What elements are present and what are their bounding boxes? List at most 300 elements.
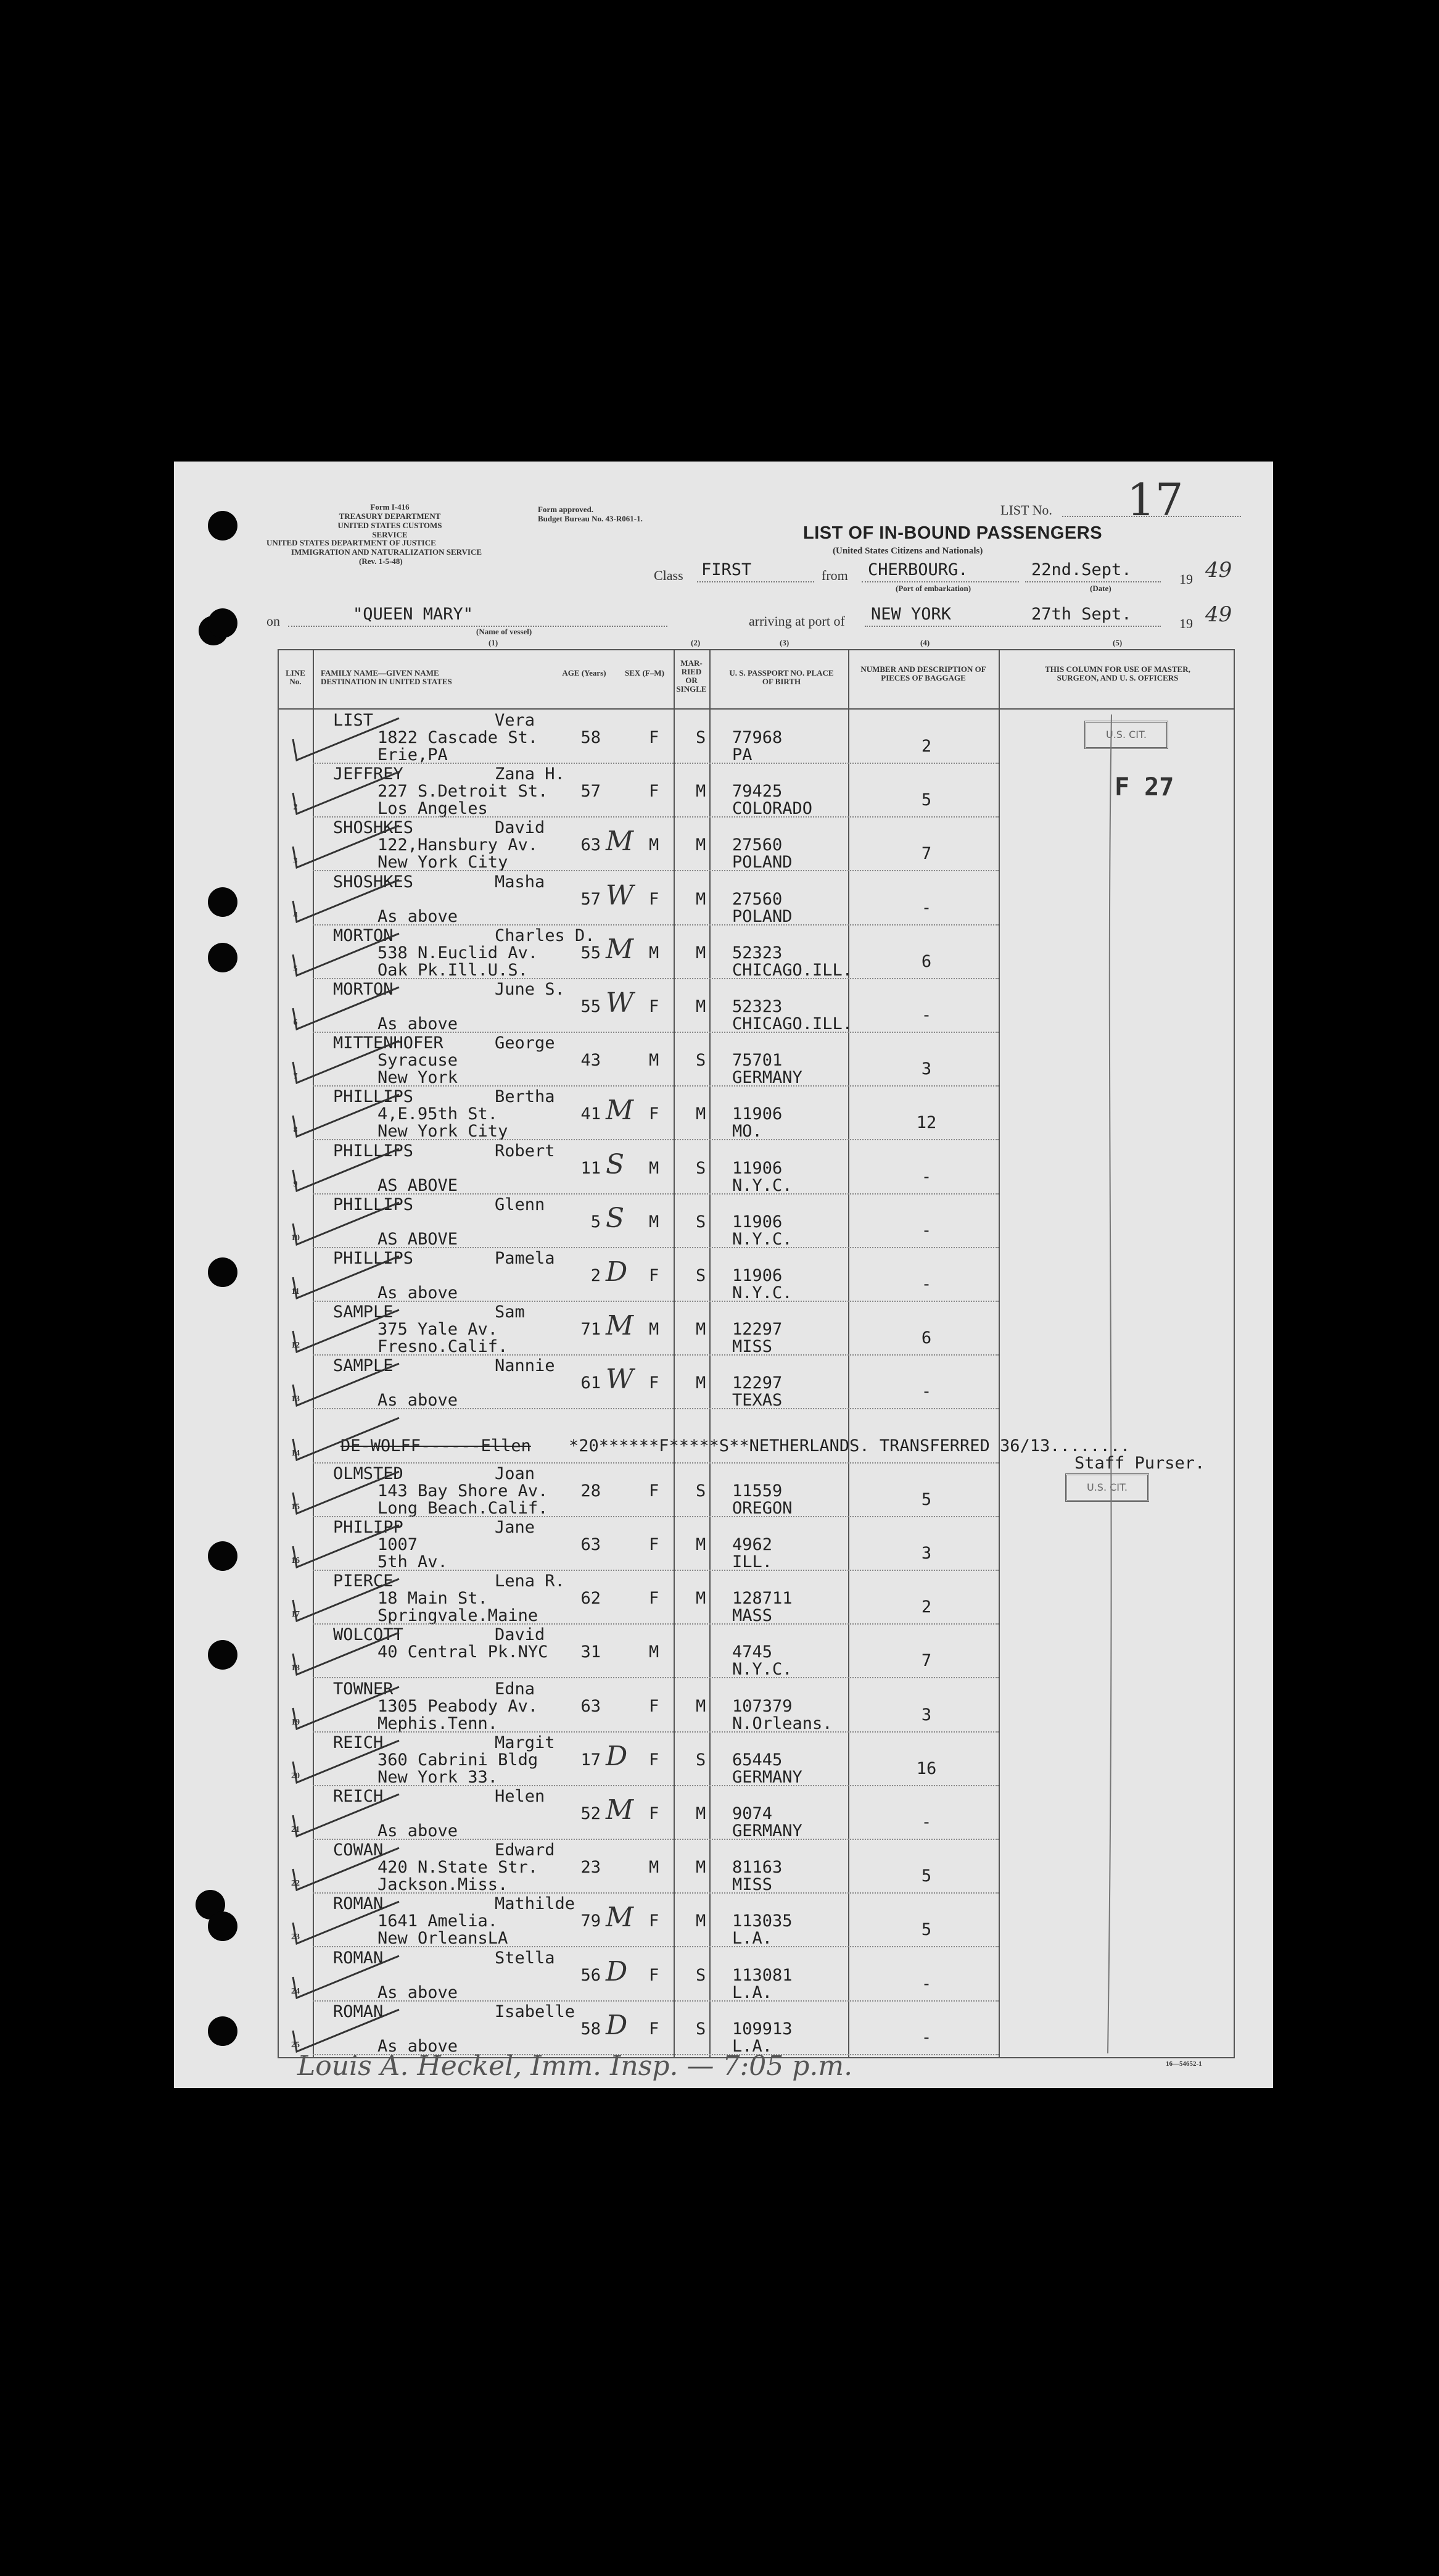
family-name: PHILLIPS bbox=[333, 1087, 414, 1107]
family-name: MORTON bbox=[333, 926, 394, 945]
address-line-2: As above bbox=[377, 1014, 458, 1033]
given-name: Isabelle bbox=[495, 2002, 575, 2021]
passport-number: 11559 bbox=[732, 1481, 783, 1501]
given-name: Jane bbox=[495, 1518, 535, 1537]
department: TREASURY DEPARTMENT bbox=[339, 511, 441, 521]
given-name: David bbox=[495, 818, 545, 838]
age: 58 bbox=[580, 728, 601, 747]
age: 41 bbox=[580, 1104, 601, 1124]
baggage-count: 6 bbox=[921, 1328, 932, 1348]
family-name: DE-WOLFF------Ellen bbox=[340, 1436, 531, 1456]
sex: F bbox=[649, 782, 659, 801]
header-name: FAMILY NAME—GIVEN NAME DESTINATION IN UNITED STATES bbox=[321, 668, 452, 686]
given-name: Margit bbox=[495, 1733, 555, 1752]
check-mark-icon bbox=[288, 1253, 405, 1302]
table-row bbox=[174, 1947, 1129, 2002]
passport-number: 128711 bbox=[732, 1589, 793, 1609]
list-number: 17 bbox=[1127, 474, 1184, 526]
passport-number: 52323 bbox=[732, 997, 783, 1016]
given-name: Lena R. bbox=[495, 1572, 565, 1591]
table-row bbox=[174, 1032, 1129, 1087]
sex: F bbox=[649, 889, 659, 909]
baggage-count: 5 bbox=[921, 1489, 932, 1509]
family-name: SAMPLE bbox=[333, 1356, 394, 1376]
address-line-1: 375 Yale Av. bbox=[377, 1320, 498, 1340]
family-name: PHILLIPS bbox=[333, 1195, 414, 1214]
passport-number: 75701 bbox=[732, 1051, 783, 1071]
place-of-birth: N.Orleans. bbox=[732, 1713, 833, 1733]
family-name: PIERCE bbox=[333, 1572, 394, 1591]
baggage-count: - bbox=[921, 898, 932, 917]
address-line-2: Springvale.Maine bbox=[377, 1606, 538, 1626]
baggage-count: 2 bbox=[921, 1597, 932, 1617]
age-annotation: W bbox=[606, 879, 634, 911]
sex: M bbox=[649, 943, 659, 963]
given-name: Bertha bbox=[495, 1087, 555, 1107]
table-row bbox=[174, 1893, 1129, 1947]
address-line-2: Fresno.Calif. bbox=[377, 1337, 508, 1357]
check-mark-icon bbox=[288, 1414, 405, 1464]
age-annotation: M bbox=[606, 826, 634, 858]
given-name: Glenn bbox=[495, 1195, 545, 1214]
family-name: MITTENHOFER bbox=[333, 1033, 443, 1053]
sex: F bbox=[649, 1104, 659, 1124]
given-name: Vera bbox=[495, 711, 535, 730]
check-mark-icon bbox=[288, 822, 405, 871]
header-officers: THIS COLUMN FOR USE OF MASTER, SURGEON, AND U. S. OFFICERS bbox=[1045, 665, 1190, 682]
address-line-1: 1007 bbox=[377, 1535, 418, 1554]
place-of-birth: CHICAGO.ILL. bbox=[732, 960, 853, 980]
age: 5 bbox=[590, 1212, 601, 1232]
given-name: Edward bbox=[495, 1841, 555, 1860]
passport-number: 27560 bbox=[732, 889, 783, 909]
baggage-count: 7 bbox=[921, 1651, 932, 1671]
year-value: 49 bbox=[1205, 558, 1232, 582]
header-age: AGE (Years) bbox=[562, 668, 606, 677]
check-mark-icon bbox=[288, 1199, 405, 1248]
us-cit-stamp-2: U.S. CIT. bbox=[1065, 1473, 1149, 1502]
address-line-2: New York City bbox=[377, 853, 508, 872]
table-row bbox=[174, 817, 1129, 871]
passport-number: 79425 bbox=[732, 782, 783, 801]
check-mark-icon bbox=[288, 1737, 405, 1786]
marital-status: S bbox=[696, 1266, 706, 1285]
age: 61 bbox=[580, 1373, 601, 1393]
age: 62 bbox=[580, 1589, 601, 1609]
line-number: 20 bbox=[291, 1771, 300, 1781]
address-line-1: 538 N.Euclid Av. bbox=[377, 943, 538, 963]
table-row bbox=[174, 1786, 1129, 1840]
passport-number: 113081 bbox=[732, 1965, 793, 1985]
table-row bbox=[174, 1140, 1129, 1195]
inspector-signature: Louis A. Heckel, Imm. Insp. — 7:05 p.m. bbox=[297, 2050, 853, 2082]
form-header-left bbox=[325, 502, 455, 539]
check-mark-icon bbox=[288, 1145, 405, 1195]
place-of-birth: MO. bbox=[732, 1122, 762, 1141]
baggage-count: - bbox=[921, 1813, 932, 1832]
age-annotation: D bbox=[606, 1740, 628, 1772]
baggage-count: 2 bbox=[921, 737, 932, 756]
line-number: 11 bbox=[291, 1287, 300, 1296]
marital-status: S bbox=[696, 728, 706, 747]
place-of-birth: L.A. bbox=[732, 1982, 773, 2002]
age: 28 bbox=[580, 1481, 601, 1501]
col-num-2: (2) bbox=[691, 638, 701, 647]
place-of-birth: N.Y.C. bbox=[732, 1660, 793, 1679]
age-annotation: D bbox=[606, 1256, 628, 1288]
family-name: ROMAN bbox=[333, 1948, 384, 1968]
date-caption: (Date) bbox=[1090, 584, 1111, 593]
punch-hole bbox=[208, 608, 237, 638]
check-mark-icon bbox=[288, 1575, 405, 1625]
age-annotation: W bbox=[606, 987, 634, 1019]
address-line-1: Syracuse bbox=[377, 1051, 458, 1071]
baggage-count: 3 bbox=[921, 1705, 932, 1725]
address-line-2: AS ABOVE bbox=[377, 1175, 458, 1195]
family-name: LIST bbox=[333, 711, 374, 730]
marital-status: M bbox=[696, 782, 706, 801]
customs-service: UNITED STATES CUSTOMS SERVICE bbox=[337, 521, 442, 539]
baggage-count: 5 bbox=[921, 790, 932, 810]
age-annotation: D bbox=[606, 1955, 628, 1987]
place-of-birth: COLORADO bbox=[732, 799, 813, 819]
passport-number: 4745 bbox=[732, 1642, 773, 1662]
family-name: ROMAN bbox=[333, 1894, 384, 1914]
check-mark-icon bbox=[288, 714, 405, 764]
depart-date: 22nd.Sept. bbox=[1031, 560, 1132, 579]
family-name: MORTON bbox=[333, 980, 394, 999]
line-number: 16 bbox=[291, 1556, 300, 1565]
sex: F bbox=[649, 1750, 659, 1770]
sex: M bbox=[649, 835, 659, 855]
line-number: 15 bbox=[291, 1502, 300, 1512]
f27-stamp: F 27 bbox=[1115, 773, 1174, 801]
justice-header bbox=[266, 538, 482, 566]
family-name: SAMPLE bbox=[333, 1302, 394, 1322]
marital-status: S bbox=[696, 2019, 706, 2039]
baggage-count: 5 bbox=[921, 1920, 932, 1940]
line-number: 3 bbox=[293, 856, 298, 866]
check-mark-icon bbox=[288, 2006, 405, 2055]
passport-number: 12297 bbox=[732, 1320, 783, 1340]
family-name: OLMSTED bbox=[333, 1464, 403, 1483]
address-line-2: As above bbox=[377, 1821, 458, 1841]
marital-status: M bbox=[696, 1320, 706, 1340]
passport-number: 77968 bbox=[732, 728, 783, 747]
sex: M bbox=[649, 1051, 659, 1071]
sex: F bbox=[649, 1911, 659, 1931]
family-name: PHILLIPS bbox=[333, 1141, 414, 1161]
table-row bbox=[174, 979, 1129, 1033]
marital-status: M bbox=[696, 1535, 706, 1554]
age: 23 bbox=[580, 1858, 601, 1878]
sex: M bbox=[649, 1320, 659, 1340]
baggage-count: 6 bbox=[921, 951, 932, 971]
place-of-birth: MISS bbox=[732, 1337, 773, 1357]
passport-number: 11906 bbox=[732, 1266, 783, 1285]
table-row bbox=[174, 1732, 1129, 1786]
line-number: 4 bbox=[293, 910, 298, 920]
address-line-2: Jackson.Miss. bbox=[377, 1875, 508, 1895]
passport-number: 9074 bbox=[732, 1804, 773, 1823]
passport-number: 109913 bbox=[732, 2019, 793, 2039]
given-name: Nannie bbox=[495, 1356, 555, 1376]
check-mark-icon bbox=[288, 1629, 405, 1678]
address-line-1: 122,Hansbury Av. bbox=[377, 835, 538, 855]
embark-caption: (Port of embarkation) bbox=[896, 584, 971, 593]
address-line-2: Erie,PA bbox=[377, 745, 448, 764]
age: 56 bbox=[580, 1965, 601, 1985]
line-number: 19 bbox=[291, 1717, 300, 1727]
arrival-port: NEW YORK bbox=[871, 605, 952, 624]
age: 57 bbox=[580, 782, 601, 801]
given-name: George bbox=[495, 1033, 555, 1053]
address-line-2: As above bbox=[377, 1391, 458, 1410]
address-line-1: 360 Cabrini Bldg bbox=[377, 1750, 538, 1770]
address-line-2: Oak Pk.Ill.U.S. bbox=[377, 960, 528, 980]
marital-status: M bbox=[696, 997, 706, 1016]
vessel-caption: (Name of vessel) bbox=[476, 627, 532, 636]
baggage-count: - bbox=[921, 1275, 932, 1294]
sex: F bbox=[649, 1589, 659, 1609]
given-name: Joan bbox=[495, 1464, 535, 1483]
arriving-label: arriving at port of bbox=[749, 613, 845, 629]
place-of-birth: POLAND bbox=[732, 853, 793, 872]
footer-code: 16—54652-1 bbox=[1166, 2060, 1202, 2068]
baggage-count: - bbox=[921, 1006, 932, 1025]
baggage-count: - bbox=[921, 1220, 932, 1240]
col-num-1: (1) bbox=[489, 638, 498, 647]
col-num-4: (4) bbox=[920, 638, 930, 647]
family-name: COWAN bbox=[333, 1841, 384, 1860]
check-mark-icon bbox=[288, 1791, 405, 1840]
check-mark-icon bbox=[288, 1952, 405, 2002]
family-name: TOWNER bbox=[333, 1679, 394, 1699]
place-of-birth: POLAND bbox=[732, 906, 793, 926]
address-line-2: New York City bbox=[377, 1122, 508, 1141]
passport-number: 11906 bbox=[732, 1212, 783, 1232]
address-line-1: 420 N.State Str. bbox=[377, 1858, 538, 1878]
age-annotation: M bbox=[606, 1902, 634, 1934]
place-of-birth: N.Y.C. bbox=[732, 1283, 793, 1302]
age: 11 bbox=[580, 1158, 601, 1178]
sex: F bbox=[649, 1266, 659, 1285]
age-annotation: S bbox=[606, 1202, 625, 1234]
age-annotation: M bbox=[606, 1095, 634, 1127]
address-line-2: As above bbox=[377, 1982, 458, 2002]
ins-service: IMMIGRATION AND NATURALIZATION SERVICE bbox=[291, 547, 482, 557]
age: 55 bbox=[580, 943, 601, 963]
marital-status: M bbox=[696, 1104, 706, 1124]
marital-status: S bbox=[696, 1051, 706, 1071]
marital-status: S bbox=[696, 1750, 706, 1770]
table-row bbox=[174, 1248, 1129, 1302]
year-prefix-2: 19 bbox=[1179, 616, 1193, 631]
line-number: 24 bbox=[291, 1986, 300, 1996]
sex: M bbox=[649, 1642, 659, 1662]
line-number: 9 bbox=[293, 1179, 298, 1189]
justice-dept: UNITED STATES DEPARTMENT OF JUSTICE bbox=[266, 538, 436, 547]
page-title: LIST OF IN-BOUND PASSENGERS bbox=[803, 523, 1103, 543]
check-mark-icon bbox=[288, 768, 405, 818]
table-row bbox=[174, 2001, 1129, 2055]
from-label: from bbox=[822, 568, 848, 583]
sex: F bbox=[649, 728, 659, 747]
sex: F bbox=[649, 2019, 659, 2039]
baggage-count: - bbox=[921, 2027, 932, 2047]
given-name: Edna bbox=[495, 1679, 535, 1699]
baggage-count: 12 bbox=[916, 1113, 937, 1133]
age: 71 bbox=[580, 1320, 601, 1340]
address-line-1: 1305 Peabody Av. bbox=[377, 1696, 538, 1716]
line-number: 22 bbox=[291, 1879, 300, 1889]
address-line-2: New York 33. bbox=[377, 1767, 498, 1787]
address-line-1: 143 Bay Shore Av. bbox=[377, 1481, 548, 1501]
line-number: 13 bbox=[291, 1394, 300, 1404]
family-name: JEFFREY bbox=[333, 764, 403, 784]
table-row bbox=[174, 1839, 1129, 1894]
baggage-count: 16 bbox=[916, 1758, 937, 1778]
header-married: MAR-RIED OR SINGLE bbox=[676, 658, 707, 694]
sex: M bbox=[649, 1158, 659, 1178]
punch-hole bbox=[208, 511, 237, 540]
table-row bbox=[174, 763, 1129, 818]
line-number: 7 bbox=[293, 1072, 298, 1082]
table-row bbox=[174, 710, 1129, 764]
check-mark-icon bbox=[288, 1844, 405, 1894]
passport-number: 11906 bbox=[732, 1104, 783, 1124]
header-line-no: LINE No. bbox=[286, 668, 305, 686]
year-prefix: 19 bbox=[1179, 571, 1193, 587]
list-no-label: LIST No. bbox=[1000, 502, 1052, 518]
address-line-2: Mephis.Tenn. bbox=[377, 1713, 498, 1733]
age: 55 bbox=[580, 997, 601, 1016]
baggage-count: 3 bbox=[921, 1544, 932, 1563]
purser-note: Staff Purser. bbox=[1074, 1453, 1205, 1473]
from-port: CHERBOURG. bbox=[868, 560, 968, 579]
age: 43 bbox=[580, 1051, 601, 1071]
line-number: 25 bbox=[291, 2040, 300, 2050]
table-row bbox=[174, 1409, 1205, 1473]
table-row bbox=[174, 1570, 1129, 1625]
passport-number: 27560 bbox=[732, 835, 783, 855]
marital-status: S bbox=[696, 1965, 706, 1985]
marital-status: M bbox=[696, 1911, 706, 1931]
place-of-birth: MASS bbox=[732, 1606, 773, 1626]
age-annotation: S bbox=[606, 1148, 625, 1180]
marital-status: M bbox=[696, 889, 706, 909]
family-name: SHOSHKES bbox=[333, 818, 414, 838]
line-number: 14 bbox=[291, 1448, 300, 1458]
passport-number: 81163 bbox=[732, 1858, 783, 1878]
age-annotation: M bbox=[606, 933, 634, 965]
class-value: FIRST bbox=[701, 560, 752, 579]
family-name: WOLCOTT bbox=[333, 1625, 403, 1645]
line-number: 2 bbox=[293, 803, 298, 813]
approval-text: Form approved. bbox=[538, 505, 594, 514]
given-name: June S. bbox=[495, 980, 565, 999]
header-sex: SEX (F–M) bbox=[625, 668, 664, 677]
place-of-birth: GERMANY bbox=[732, 1821, 802, 1841]
address-line-2: As above bbox=[377, 2036, 458, 2056]
table-row bbox=[174, 1301, 1129, 1356]
passport-number: 65445 bbox=[732, 1750, 783, 1770]
family-name: ROMAN bbox=[333, 2002, 384, 2021]
age: 79 bbox=[580, 1911, 601, 1931]
passport-number: 52323 bbox=[732, 943, 783, 963]
header-baggage: NUMBER AND DESCRIPTION OF PIECES OF BAGGAGE bbox=[860, 665, 986, 682]
transfer-note: *20******F*****S**NETHERLANDS. TRANSFERRED 36/13........ bbox=[569, 1436, 1131, 1456]
class-line bbox=[697, 581, 814, 582]
passport-number: 11906 bbox=[732, 1158, 783, 1178]
given-name: Robert bbox=[495, 1141, 555, 1161]
baggage-count: - bbox=[921, 1382, 932, 1402]
place-of-birth: PA bbox=[732, 745, 752, 764]
marital-status: M bbox=[696, 1373, 706, 1393]
address-line-1: 18 Main St. bbox=[377, 1589, 488, 1609]
marital-status: M bbox=[696, 1804, 706, 1823]
place-of-birth: CHICAGO.ILL. bbox=[732, 1014, 853, 1033]
given-name: Charles D. bbox=[495, 926, 595, 945]
passport-number: 107379 bbox=[732, 1696, 793, 1716]
marital-status: M bbox=[696, 1858, 706, 1878]
marital-status: M bbox=[696, 835, 706, 855]
address-line-2: As above bbox=[377, 1283, 458, 1302]
line-number: 21 bbox=[291, 1825, 300, 1834]
line-number: 18 bbox=[291, 1663, 300, 1673]
sex: F bbox=[649, 1965, 659, 1985]
us-cit-stamp: U.S. CIT. bbox=[1084, 721, 1168, 749]
check-mark-icon bbox=[288, 984, 405, 1033]
baggage-count: 3 bbox=[921, 1059, 932, 1079]
baggage-count: 7 bbox=[921, 844, 932, 864]
baggage-count: - bbox=[921, 1167, 932, 1187]
check-mark-icon bbox=[288, 876, 405, 926]
address-line-1: 1641 Amelia. bbox=[377, 1911, 498, 1931]
date-line bbox=[1025, 581, 1161, 582]
check-mark-icon bbox=[288, 1683, 405, 1733]
year-value-2: 49 bbox=[1205, 602, 1232, 627]
passport-number: 113035 bbox=[732, 1911, 793, 1931]
place-of-birth: GERMANY bbox=[732, 1767, 802, 1787]
table-row bbox=[174, 1355, 1129, 1409]
on-label: on bbox=[266, 613, 280, 629]
check-mark-icon bbox=[288, 930, 405, 979]
marital-status: S bbox=[696, 1212, 706, 1232]
table-row bbox=[174, 1086, 1129, 1140]
family-name: REICH bbox=[333, 1787, 384, 1806]
address-line-2: As above bbox=[377, 906, 458, 926]
table-row bbox=[174, 1624, 1129, 1678]
baggage-count: 5 bbox=[921, 1866, 932, 1886]
check-mark-icon bbox=[288, 1360, 405, 1409]
address-line-2: New OrleansLA bbox=[377, 1929, 508, 1949]
list-no-line bbox=[1062, 516, 1241, 517]
sex: M bbox=[649, 1858, 659, 1878]
place-of-birth: OREGON bbox=[732, 1498, 793, 1518]
marital-status: M bbox=[696, 1696, 706, 1716]
sex: F bbox=[649, 1481, 659, 1501]
age: 58 bbox=[580, 2019, 601, 2039]
manifest-sheet bbox=[174, 462, 1273, 2088]
age-annotation: W bbox=[606, 1364, 634, 1396]
given-name: Pamela bbox=[495, 1249, 555, 1268]
revision: (Rev. 1-5-48) bbox=[359, 557, 403, 566]
sex: F bbox=[649, 1804, 659, 1823]
address-line-2: AS ABOVE bbox=[377, 1229, 458, 1249]
marital-status: M bbox=[696, 1589, 706, 1609]
line-number: 6 bbox=[293, 1018, 298, 1027]
